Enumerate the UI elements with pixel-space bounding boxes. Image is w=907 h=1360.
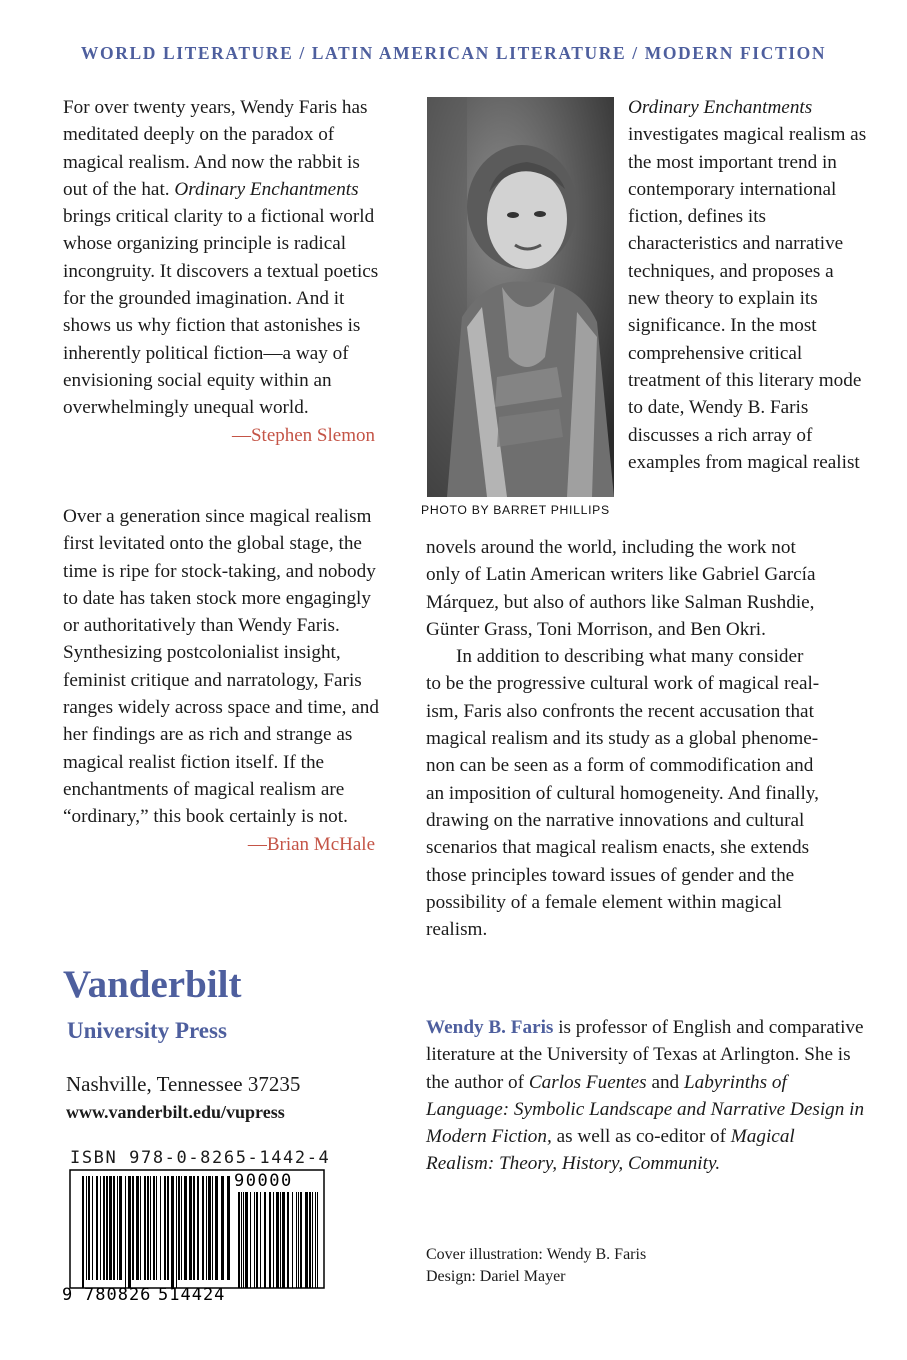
- publisher-address: Nashville, Tennessee 37235: [66, 1072, 301, 1096]
- publisher-logo-name: Vanderbilt: [63, 963, 242, 1006]
- text-line: novels around the world, including the work not: [426, 537, 796, 558]
- barcode-bar: [298, 1192, 299, 1288]
- author-photo: [427, 97, 614, 497]
- photo-credit: PHOTO BY BARRET PHILLIPS: [421, 503, 610, 517]
- barcode-bar: [197, 1176, 199, 1280]
- barcode-graphic: [62, 1168, 332, 1303]
- barcode-bar: [312, 1192, 313, 1288]
- text-line: possibility of a female element within magical: [426, 891, 782, 913]
- barcode-bar: [254, 1192, 255, 1288]
- barcode: [62, 1168, 332, 1303]
- barcode-bar: [206, 1176, 207, 1280]
- isbn-text: ISBN 978-0-8265-1442-4: [70, 1148, 331, 1168]
- barcode-bar: [273, 1192, 274, 1288]
- barcode-bar: [305, 1192, 308, 1288]
- description-continued: [426, 534, 866, 943]
- barcode-bar: [264, 1192, 266, 1288]
- barcode-bar: [88, 1176, 90, 1280]
- review-attribution: —Brian McHale: [247, 833, 375, 855]
- author-bio-text: [426, 1014, 866, 1178]
- description-paragraph-2: [426, 643, 866, 943]
- barcode-bar: [109, 1176, 112, 1280]
- barcode-bar: [147, 1176, 149, 1280]
- barcode-bar: [256, 1192, 258, 1288]
- barcode-bar: [140, 1176, 141, 1280]
- text-line: Márquez, but also of authors like Salman Rushdie,: [426, 591, 815, 613]
- barcode-bar: [282, 1192, 285, 1288]
- barcode-bar: [215, 1176, 218, 1280]
- author-bio: [426, 1014, 866, 1178]
- review-text: Over a generation since magical realism first levitated onto the global stage, the time is ripe for stock-taking, and nobody to date has taken stock more engagingly or authoritatively than Wendy Faris. Synthesizing postcolonialist insight, feminist critique and narratology, Faris ranges widely across space and time, and her findings are as rich and strange as magical realist fiction itself. If the enchantments of magical realism are “ordinary,” this book certainly is not.: [63, 506, 379, 828]
- barcode-bar: [92, 1176, 93, 1280]
- barcode-bar: [243, 1192, 244, 1288]
- text-line: scenarios that magical realism enacts, she extends: [426, 837, 810, 859]
- credits: [426, 1244, 646, 1288]
- barcode-bar: [171, 1176, 174, 1288]
- barcode-bar: [128, 1176, 131, 1288]
- barcode-bar: [269, 1192, 271, 1288]
- text-line: magical realism and its study as a global phenome-: [426, 728, 819, 750]
- barcode-bar: [153, 1176, 155, 1280]
- text-line: to be the progressive cultural work of magical real-: [426, 673, 820, 695]
- text-line: an imposition of cultural homogeneity. And finally,: [426, 782, 819, 804]
- barcode-bar: [238, 1192, 240, 1288]
- author-portrait-image: [427, 97, 614, 497]
- category-header: WORLD LITERATURE / LATIN AMERICAN LITERATURE / MODERN FICTION: [80, 43, 827, 63]
- barcode-bar: [309, 1192, 311, 1288]
- barcode-bar: [276, 1192, 279, 1288]
- review-attribution: —Stephen Slemon: [231, 424, 375, 446]
- text-line: those principles toward issues of gender and the: [426, 864, 795, 886]
- barcode-bar: [125, 1176, 126, 1288]
- barcode-bar: [300, 1192, 302, 1288]
- publisher-website: www.vanderbilt.edu/vupress: [66, 1102, 285, 1122]
- cover-illustration-credit: Cover illustration: Wendy B. Faris: [426, 1246, 647, 1263]
- barcode-bar: [287, 1192, 289, 1288]
- barcode-digits-right: 514424: [158, 1285, 226, 1303]
- barcode-bar: [100, 1176, 101, 1280]
- barcode-bar: [160, 1176, 161, 1280]
- description-text: Ordinary Enchantments investigates magical realism as the most important trend in contemporary international fiction, defines its characteristics and narrative techniques, and proposes a new theory to explain its significance. In the most comprehensive critical treatment of this literary mode to date, Wendy B. Faris discusses a rich array of examples from magical realist: [628, 97, 867, 473]
- barcode-bar: [227, 1176, 230, 1280]
- barcode-bar: [181, 1176, 182, 1280]
- barcode-bar: [317, 1192, 318, 1288]
- barcode-bar: [136, 1176, 139, 1280]
- barcode-bar: [178, 1176, 180, 1280]
- barcode-bar: [193, 1176, 195, 1280]
- barcode-bar: [164, 1176, 166, 1280]
- text-line: drawing on the narrative innovations and cultural: [426, 809, 805, 831]
- text-line: non can be seen as a form of commodification and: [426, 755, 814, 777]
- barcode-bar: [250, 1192, 251, 1288]
- barcode-bar: [117, 1176, 118, 1280]
- text-line: only of Latin American writers like Gabriel García: [426, 564, 816, 586]
- barcode-bar: [103, 1176, 105, 1280]
- barcode-bar: [106, 1176, 108, 1280]
- barcode-bar: [221, 1176, 224, 1280]
- barcode-bar: [184, 1176, 187, 1280]
- barcode-digits-left: 780826: [84, 1285, 152, 1303]
- price-code: 90000: [234, 1171, 293, 1191]
- barcode-bars-addon: [238, 1192, 318, 1288]
- barcode-bar: [212, 1176, 213, 1280]
- barcode-bar: [86, 1176, 87, 1280]
- barcode-bar: [150, 1176, 151, 1280]
- barcode-bar: [189, 1176, 192, 1280]
- barcode-bar: [132, 1176, 134, 1280]
- barcode-bar: [167, 1176, 169, 1280]
- barcode-bar: [176, 1176, 177, 1288]
- author-name: Wendy B. Faris: [426, 1017, 554, 1038]
- barcode-bar: [245, 1192, 248, 1288]
- barcode-bar: [241, 1192, 242, 1288]
- barcode-bar: [144, 1176, 146, 1280]
- barcode-bar: [119, 1176, 122, 1280]
- barcode-bar: [296, 1192, 297, 1288]
- barcode-bar: [208, 1176, 211, 1280]
- author-bio-body: is professor of English and comparative literature at the University of Texas at Arlington. She is the author of Carlos Fuentes and Labyrinths of Language: Symbolic Landscape and Narrative Design in Modern Fiction, as well as co-editor of Magical Realism: Theory, History, Community.: [426, 1017, 865, 1175]
- description-wide-lines: [426, 534, 866, 643]
- barcode-bar: [315, 1192, 316, 1288]
- review-brian-mchale: [63, 503, 383, 858]
- review-text: For over twenty years, Wendy Faris has meditated deeply on the paradox of magical realism. And now the rabbit is out of the hat. Ordinary Enchantments brings critical clarity to a fictional world whose organizing principle is radical incongruity. It discovers a textual poetics for the grounded imagination. And it shows us why fiction that astonishes is inherently political fiction—a way of envisioning social equity within an overwhelmingly unequal world.: [63, 97, 379, 419]
- publisher-logo-subtitle: University Press: [67, 1018, 227, 1043]
- text-line: Günter Grass, Toni Morrison, and Ben Okri.: [426, 618, 766, 640]
- design-credit: Design: Dariel Mayer: [426, 1268, 566, 1285]
- review-stephen-slemon: [63, 94, 383, 449]
- description-column: [628, 94, 868, 476]
- text-line: realism.: [426, 919, 488, 941]
- barcode-bar: [280, 1192, 281, 1288]
- text-line: In addition to describing what many consider: [456, 646, 804, 668]
- barcode-digit-prefix: 9: [62, 1285, 73, 1303]
- barcode-bar: [202, 1176, 204, 1280]
- barcode-bar: [82, 1176, 84, 1288]
- barcode-bar: [260, 1192, 261, 1288]
- barcode-bar: [113, 1176, 115, 1280]
- barcode-bar: [292, 1192, 293, 1288]
- barcode-bar: [96, 1176, 98, 1280]
- barcode-bar: [156, 1176, 157, 1280]
- text-line: ism, Faris also confronts the recent accusation that: [426, 700, 814, 722]
